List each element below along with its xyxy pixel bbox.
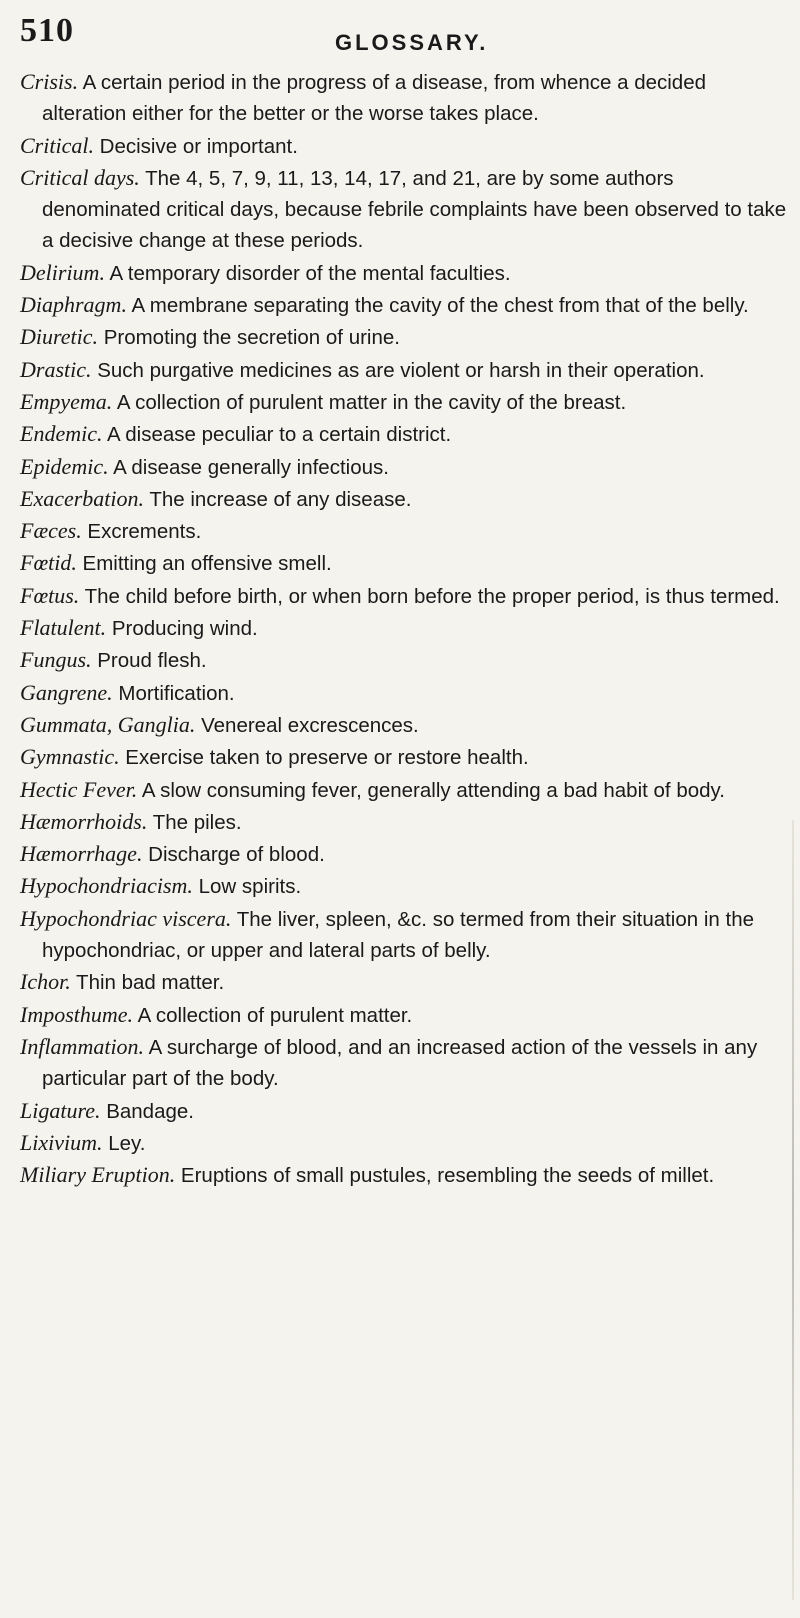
glossary-entry — [20, 1159, 790, 1191]
glossary-term: Fœtus. — [20, 582, 80, 608]
glossary-entry — [20, 418, 790, 450]
glossary-term: Diaphragm. — [20, 292, 127, 318]
glossary-term: Fæces. — [20, 518, 82, 544]
glossary-definition: Proud flesh. — [97, 649, 207, 673]
glossary-definition: Excrements. — [87, 520, 202, 544]
glossary-definition: Thin bad matter. — [76, 971, 225, 995]
glossary-entry — [20, 806, 790, 838]
glossary-definition: Mortification. — [118, 681, 235, 705]
glossary-definition: A collection of purulent matter. — [137, 1003, 413, 1027]
glossary-definition: Promoting the secretion of urine. — [103, 326, 400, 350]
glossary-definition: A membrane separating the cavity of the chest from that of the belly. — [131, 294, 749, 318]
glossary-term: Hæmorrhoids. — [20, 808, 148, 834]
glossary-term: Delirium. — [20, 259, 105, 285]
glossary-definition: A slow consuming fever, generally attending a bad habit of body. — [141, 778, 725, 802]
glossary-definition: Decisive or important. — [99, 134, 298, 158]
glossary-definition: A disease peculiar to a certain district. — [107, 423, 452, 447]
glossary-entries — [20, 66, 790, 1191]
glossary-definition: Venereal excrescences. — [201, 713, 419, 737]
glossary-entry — [20, 1127, 790, 1159]
glossary-term: Empyema. — [20, 388, 113, 414]
glossary-term: Fungus. — [20, 647, 92, 673]
glossary-entry — [20, 903, 790, 967]
glossary-entry — [20, 451, 790, 483]
glossary-term: Critical days. — [20, 164, 140, 190]
glossary-entry — [20, 838, 790, 870]
page-header — [20, 4, 780, 64]
glossary-definition: Discharge of blood. — [148, 843, 325, 867]
glossary-entry — [20, 999, 790, 1031]
glossary-term: Hectic Fever. — [20, 776, 138, 802]
glossary-definition: Low spirits. — [198, 875, 302, 899]
glossary-entry — [20, 130, 790, 162]
glossary-entry — [20, 741, 790, 773]
glossary-entry — [20, 709, 790, 741]
glossary-term: Critical. — [20, 132, 94, 158]
glossary-entry — [20, 966, 790, 998]
glossary-definition: A temporary disorder of the mental faculties. — [109, 261, 511, 285]
glossary-term: Crisis. — [20, 69, 79, 94]
glossary-term: Drastic. — [20, 356, 92, 382]
glossary-definition: The 4, 5, 7, 9, 11, 13, 14, 17, and 21, are by some authors denominated critical days, because febrile complaints have been observed to take a decisive change at these periods. — [42, 166, 787, 253]
glossary-entry — [20, 162, 790, 257]
glossary-definition: Exercise taken to preserve or restore health. — [125, 746, 529, 770]
page-number: 510 — [20, 12, 74, 49]
glossary-definition: Emitting an offensive smell. — [82, 552, 332, 576]
glossary-entry — [20, 580, 790, 612]
glossary-entry — [20, 677, 790, 709]
glossary-term: Ichor. — [20, 969, 71, 995]
glossary-entry — [20, 612, 790, 644]
glossary-entry — [20, 354, 790, 386]
glossary-entry — [20, 289, 790, 321]
glossary-term: Miliary Eruption. — [20, 1162, 176, 1188]
glossary-entry — [20, 515, 790, 547]
glossary-entry — [20, 547, 790, 579]
glossary-term: Lixivium. — [20, 1129, 103, 1155]
page-edge-shadow — [792, 820, 794, 1600]
glossary-entry — [20, 1095, 790, 1127]
glossary-entry — [20, 321, 790, 353]
glossary-definition: Such purgative medicines as are violent or harsh in their operation. — [97, 358, 705, 382]
glossary-entry — [20, 386, 790, 418]
glossary-term: Gymnastic. — [20, 744, 120, 770]
glossary-definition: A surcharge of blood, and an increased action of the vessels in any particular part of the body. — [42, 1035, 758, 1091]
glossary-definition: The increase of any disease. — [149, 487, 412, 511]
glossary-definition: Bandage. — [106, 1099, 194, 1123]
glossary-term: Ligature. — [20, 1097, 101, 1123]
glossary-term: Imposthume. — [20, 1001, 134, 1027]
glossary-definition: Ley. — [108, 1131, 146, 1155]
glossary-definition: The piles. — [152, 810, 242, 834]
glossary-term: Hypochondriacism. — [20, 873, 193, 899]
glossary-term: Endemic. — [20, 421, 103, 447]
glossary-term: Gangrene. — [20, 679, 113, 705]
glossary-term: Gummata, Ganglia. — [20, 711, 196, 737]
glossary-entry — [20, 1031, 790, 1095]
glossary-term: Flatulent. — [20, 615, 107, 641]
glossary-entry — [20, 483, 790, 515]
glossary-entry — [20, 66, 790, 130]
glossary-definition: The liver, spleen, &c. so termed from their situation in the hypochondriac, or upper and lateral parts of belly. — [42, 907, 755, 963]
glossary-term: Epidemic. — [20, 453, 109, 479]
glossary-definition: A collection of purulent matter in the cavity of the breast. — [116, 390, 627, 414]
glossary-definition: Eruptions of small pustules, resembling the seeds of millet. — [180, 1164, 715, 1188]
glossary-term: Inflammation. — [20, 1033, 145, 1059]
running-head: GLOSSARY. — [335, 30, 489, 55]
glossary-entry — [20, 257, 790, 289]
glossary-term: Hypochondriac viscera. — [20, 905, 232, 931]
glossary-definition: The child before birth, or when born before the proper period, is thus termed. — [84, 584, 780, 608]
glossary-entry — [20, 870, 790, 902]
glossary-term: Fœtid. — [20, 550, 77, 576]
glossary-definition: A disease generally infectious. — [113, 455, 389, 479]
glossary-entry — [20, 774, 790, 806]
glossary-entry — [20, 644, 790, 676]
glossary-definition: A certain period in the progress of a disease, from whence a decided alteration either for the better or the worse takes place. — [42, 71, 707, 126]
glossary-definition: Producing wind. — [111, 617, 258, 641]
glossary-term: Diuretic. — [20, 324, 98, 350]
glossary-term: Exacerbation. — [20, 485, 145, 511]
glossary-term: Hæmorrhage. — [20, 841, 143, 867]
